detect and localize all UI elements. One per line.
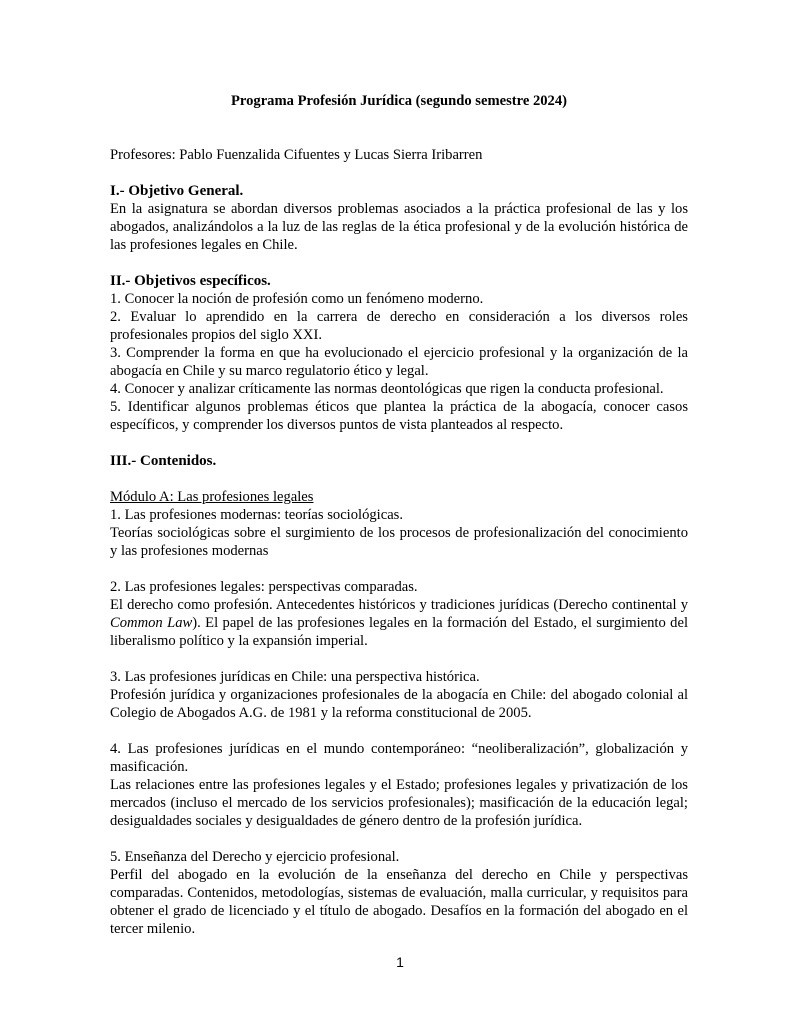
- objective-item: 5. Identificar algunos problemas éticos que plantea la práctica de la abogacía, conocer casos específicos, y comprender los diversos puntos de vista planteados al respecto.: [110, 399, 688, 433]
- objective-item: 2. Evaluar lo aprendido en la carrera de derecho en consideración a los diversos roles profesionales propios del siglo XXI.: [110, 309, 688, 343]
- topic-title-3: 3. Las profesiones jurídicas en Chile: una perspectiva histórica.: [110, 669, 480, 685]
- topic-text-2-part-b: ). El papel de las profesiones legales en la formación del Estado, el surgimiento del liberalismo político y la expansión imperial.: [110, 615, 688, 649]
- module-heading: [110, 488, 688, 506]
- module-title: Módulo A: Las profesiones legales: [110, 489, 314, 505]
- document-page: [110, 92, 688, 938]
- professors-line: Profesores: Pablo Fuenzalida Cifuentes y Lucas Sierra Iribarren: [110, 147, 483, 163]
- document-title: Programa Profesión Jurídica (segundo semestre 2024): [230, 93, 568, 109]
- topic-title-1: 1. Las profesiones modernas: teorías sociológicas.: [110, 507, 404, 523]
- topic-text-4: Las relaciones entre las profesiones legales y el Estado; profesiones legales y privatización de los mercados (incluso el mercado de los servicios profesionales); masificación de la educación legal; desigualdades sociales y desigualdades de género dentro de la profesión jurídica.: [110, 777, 688, 829]
- topic-title-5: 5. Enseñanza del Derecho y ejercicio profesional.: [110, 849, 400, 865]
- objective-item: 1. Conocer la noción de profesión como un fenómeno moderno.: [110, 291, 484, 307]
- page-number: 1: [396, 954, 404, 970]
- objective-item: 3. Comprender la forma en que ha evolucionado el ejercicio profesional y la organización de la abogacía en Chile y su marco regulatorio ético y legal.: [110, 345, 688, 379]
- topic-text-2-italic: Common Law: [110, 615, 193, 631]
- topic-text-2-part-a: El derecho como profesión. Antecedentes históricos y tradiciones jurídicas (Derecho continental y: [110, 597, 688, 613]
- section-heading-general-objective: I.- Objetivo General.: [110, 183, 244, 199]
- topic-text-5: Perfil del abogado en la evolución de la enseñanza del derecho en Chile y perspectivas comparadas. Contenidos, metodologías, sistemas de evaluación, malla curricular, y requisitos para obtener el grado de licenciado y el título de abogado. Desafíos en la formación del abogado en el tercer milenio.: [110, 867, 688, 937]
- topic-title-4: 4. Las profesiones jurídicas en el mundo contemporáneo: “neoliberalización”, globalización y masificación.: [110, 741, 688, 775]
- topic-text-2: [110, 596, 688, 650]
- objective-item: 4. Conocer y analizar críticamente las normas deontológicas que rigen la conducta profesional.: [110, 381, 664, 397]
- topic-text-1: Teorías sociológicas sobre el surgimiento de los procesos de profesionalización del conocimiento y las profesiones modernas: [110, 525, 688, 559]
- topic-text-3: Profesión jurídica y organizaciones profesionales de la abogacía en Chile: del abogado colonial al Colegio de Abogados A.G. de 1981 y la reforma constitucional de 2005.: [110, 687, 688, 721]
- section-heading-specific-objectives: II.- Objetivos específicos.: [110, 273, 271, 289]
- topic-title-2: 2. Las profesiones legales: perspectivas comparadas.: [110, 579, 418, 595]
- section-heading-contents: III.- Contenidos.: [110, 453, 217, 469]
- general-objective-text: En la asignatura se abordan diversos problemas asociados a la práctica profesional de las y los abogados, analizándolos a la luz de las reglas de la ética profesional y de la evolución histórica de las profesiones legales en Chile.: [110, 201, 688, 253]
